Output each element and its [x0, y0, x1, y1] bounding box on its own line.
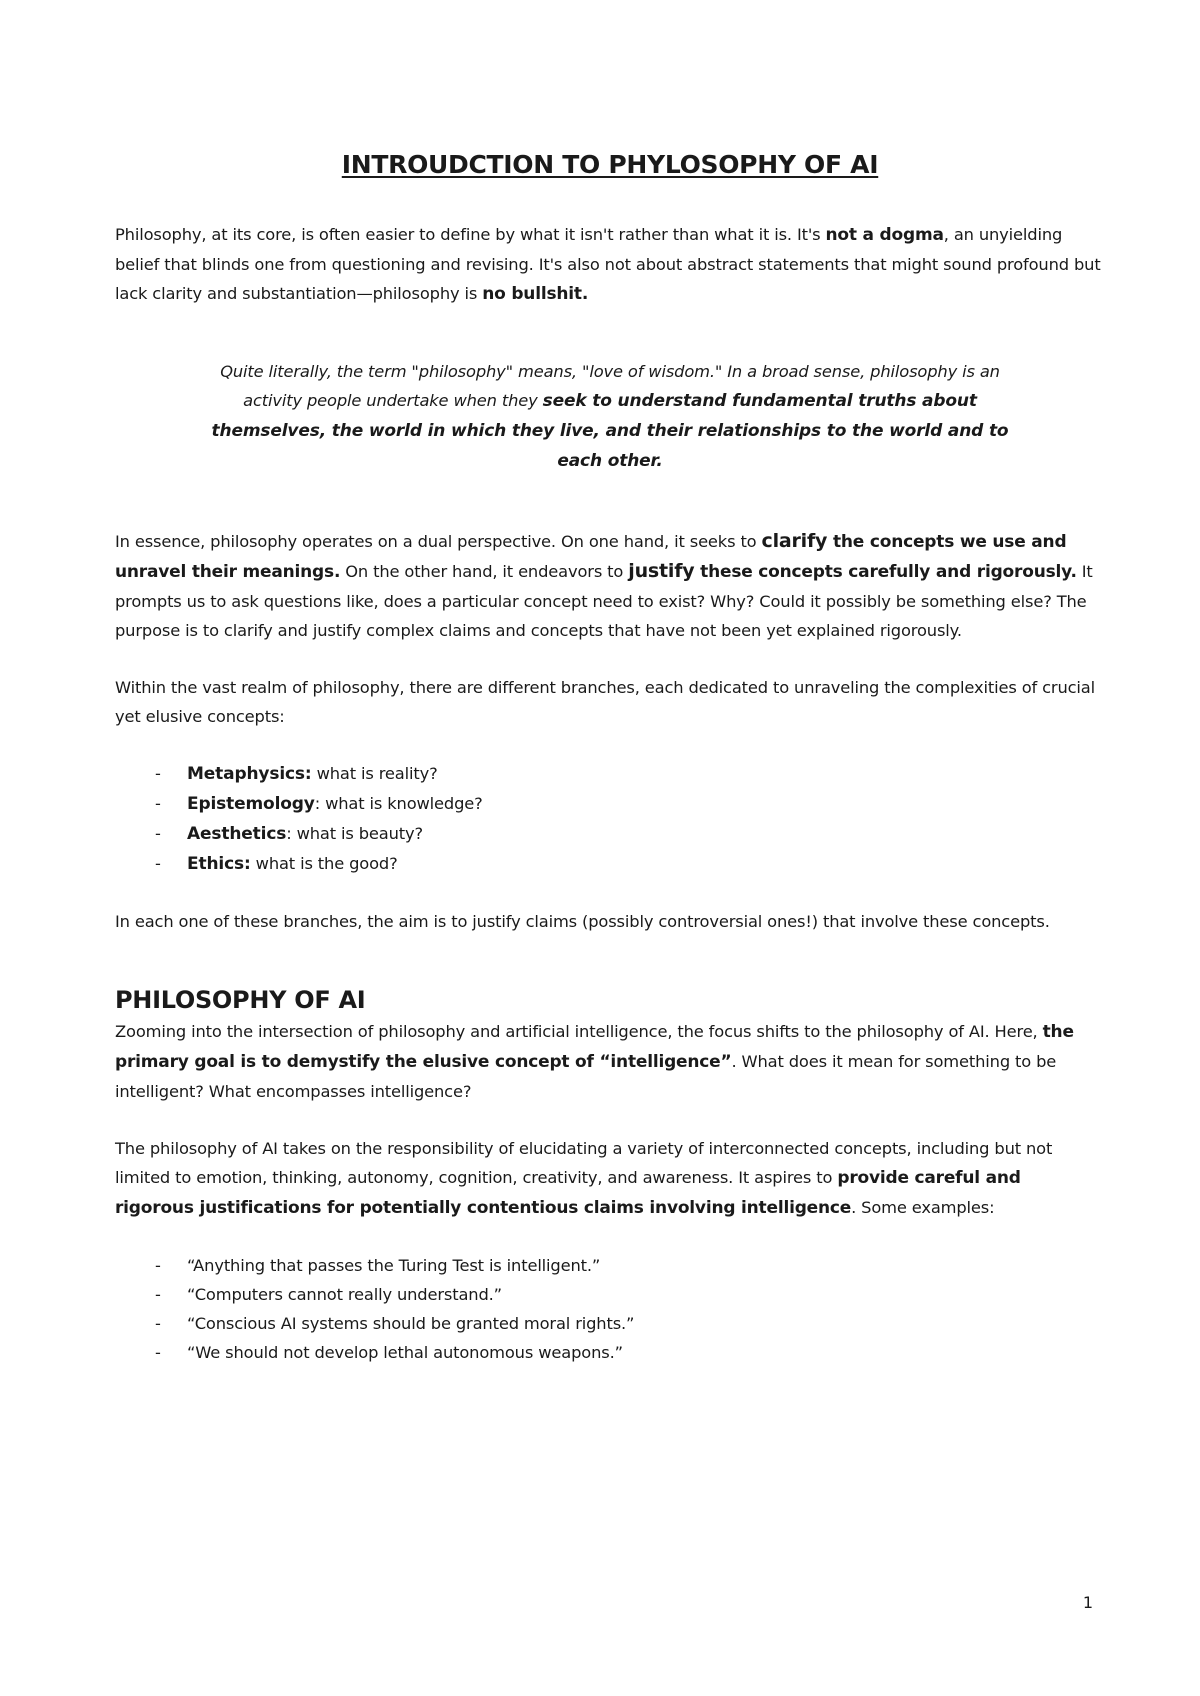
list-item-epistemology: [155, 789, 1105, 819]
branch-question: : what is knowledge?: [314, 794, 483, 813]
list-item: [155, 1338, 1105, 1367]
essence-text-2: On the other hand, it endeavors to: [340, 562, 629, 581]
essence-bold-justify: justify: [628, 560, 695, 582]
intro-paragraph: [115, 220, 1105, 309]
philosophy-of-ai-paragraph-2: [115, 1134, 1105, 1223]
branch-question: what is the good?: [250, 854, 398, 873]
branch-name: Epistemology: [187, 794, 315, 814]
branch-name: Metaphysics:: [187, 764, 312, 784]
list-dash: -: [155, 794, 161, 813]
essence-bold-2: these concepts carefully and rigorously.: [694, 562, 1077, 582]
philosophy-of-ai-paragraph-1: [115, 1017, 1105, 1106]
example-text: “Conscious AI systems should be granted moral rights.”: [187, 1314, 635, 1333]
s2p1-text-2: . What does it mean for something to be intelligent? What encompasses intelligence?: [115, 1052, 1057, 1101]
essence-paragraph: [115, 527, 1105, 645]
s2p1-text-1: Zooming into the intersection of philosophy and artificial intelligence, the focus shifts to the philosophy of AI. Here,: [115, 1022, 1043, 1041]
list-dash: -: [155, 1343, 161, 1362]
list-item: [155, 1251, 1105, 1280]
document-body: [115, 150, 1105, 1367]
quote-text: Quite literally, the term "philosophy" means, "love of wisdom." In a broad sense, philosophy is an activity people undertake when they: [220, 362, 1000, 410]
list-item-ethics: [155, 849, 1105, 879]
branch-name: Ethics:: [187, 854, 251, 874]
branch-question: : what is beauty?: [286, 824, 423, 843]
branch-question: what is reality?: [311, 764, 438, 783]
list-item-aesthetics: [155, 819, 1105, 849]
document-title: INTROUDCTION TO PHYLOSOPHY OF AI: [341, 150, 879, 179]
wisdom-quote: [200, 357, 1020, 476]
intro-bold-1: not a dogma: [825, 225, 944, 245]
essence-bold-1: the concepts we use and unravel their meanings.: [115, 532, 1067, 582]
list-dash: -: [155, 854, 161, 873]
list-item: [155, 1309, 1105, 1338]
branches-intro-paragraph: Within the vast realm of philosophy, there are different branches, each dedicated to unraveling the complexities of crucial yet elusive concepts:: [115, 678, 1096, 726]
page-number: 1: [1082, 1593, 1093, 1612]
quote-bold: seek to understand fundamental truths about themselves, the world in which they live, and their relationships to the world and to each other.: [211, 391, 1009, 471]
s2p2-text-2: . Some examples:: [851, 1198, 995, 1217]
list-dash: -: [155, 1285, 161, 1304]
example-text: “Computers cannot really understand.”: [187, 1285, 502, 1304]
section-heading-philosophy-of-ai: PHILOSOPHY OF AI: [115, 986, 366, 1014]
list-dash: -: [155, 1256, 161, 1275]
branch-name: Aesthetics: [187, 824, 287, 844]
s2p1-bold: the primary goal is to demystify the elusive concept of “intelligence”: [115, 1022, 1074, 1072]
essence-bold-clarify: clarify: [761, 530, 828, 552]
list-dash: -: [155, 824, 161, 843]
example-text: “Anything that passes the Turing Test is intelligent.”: [187, 1256, 601, 1275]
examples-list: [155, 1251, 1105, 1367]
example-text: “We should not develop lethal autonomous weapons.”: [187, 1343, 623, 1362]
branches-aim-paragraph: In each one of these branches, the aim is to justify claims (possibly controversial ones!) that involve these concepts.: [115, 912, 1050, 931]
list-item-metaphysics: [155, 759, 1105, 789]
s2p2-bold: provide careful and rigorous justifications for potentially contentious claims involving intelligence: [115, 1168, 1021, 1218]
list-dash: -: [155, 1314, 161, 1333]
list-item: [155, 1280, 1105, 1309]
essence-text-1: In essence, philosophy operates on a dual perspective. On one hand, it seeks to: [115, 532, 762, 551]
intro-text-2: , an unyielding belief that blinds one from questioning and revising. It's also not about abstract statements that might sound profound but lack clarity and substantiation—philosophy is: [115, 225, 1101, 303]
intro-bold-2: no bullshit.: [482, 284, 589, 304]
branches-list: [155, 759, 1105, 879]
essence-text-3: It prompts us to ask questions like, does a particular concept need to exist? Why? Could it possibly be something else? The purpose is to clarify and justify complex claims and concepts that have not been yet explained rigorously.: [115, 562, 1093, 640]
intro-text-1: Philosophy, at its core, is often easier to define by what it isn't rather than what it is. It's: [115, 225, 826, 244]
list-dash: -: [155, 764, 161, 783]
s2p2-text-1: The philosophy of AI takes on the responsibility of elucidating a variety of interconnected concepts, including but not limited to emotion, thinking, autonomy, cognition, creativity, and awareness. It aspires to: [115, 1139, 1053, 1187]
